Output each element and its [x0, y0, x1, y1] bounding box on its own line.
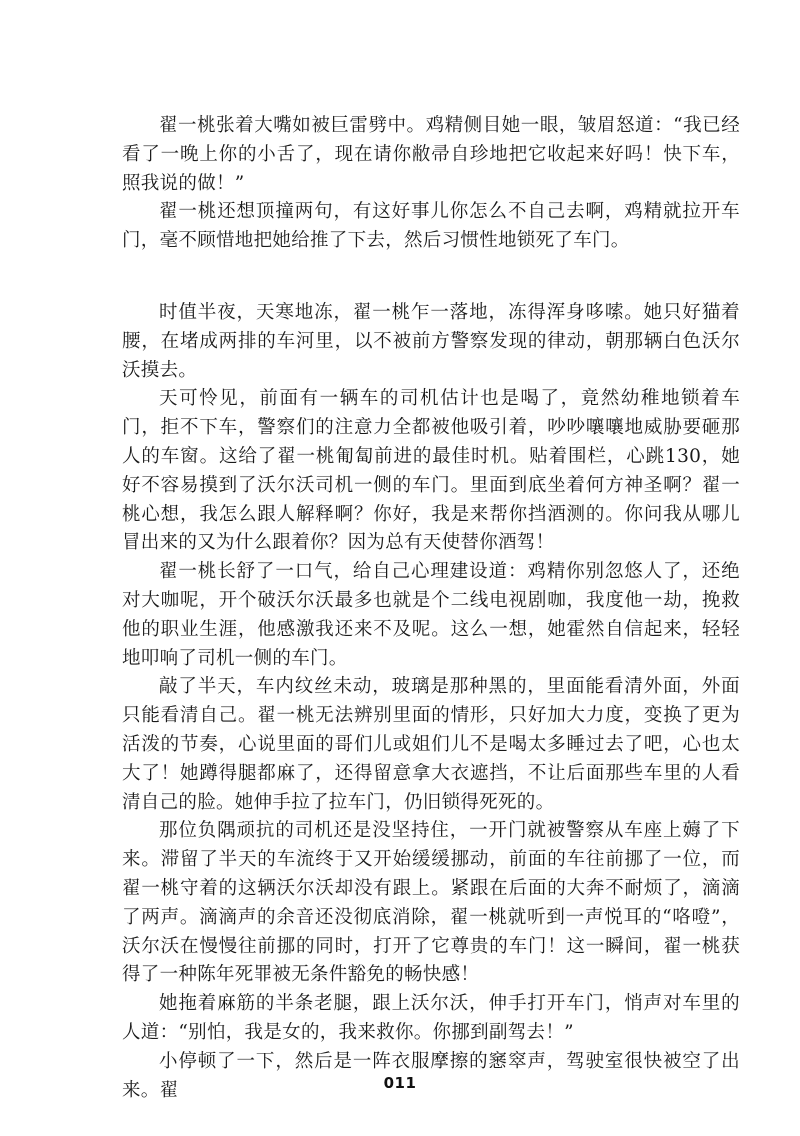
page-number: 011 [383, 1074, 417, 1092]
paragraph: 时值半夜，天寒地冻，翟一桃乍一落地，冻得浑身哆嗦。她只好猫着腰，在堵成两排的车河里，以不被前方警察发现的律动，朝那辆白色沃尔沃摸去。 [122, 301, 740, 381]
paragraph: 敲了半天，车内纹丝未动，玻璃是那种黑的，里面能看清外面，外面只能看清自己。翟一桃无法辨别里面的情形，只好加大力度，变换了更为活泼的节奏，心说里面的哥们儿或姐们儿不是喝太多睡过去了吧，心也太大了！她蹲得腿都麻了，还得留意拿大衣遮挡，不让后面那些车里的人看清自己的脸。她伸手拉了拉车门，仍旧锁得死死的。 [122, 676, 740, 813]
paragraph: 翟一桃还想顶撞两句，有这好事儿你怎么不自己去啊，鸡精就拉开车门，毫不顾惜地把她给推了下去，然后习惯性地锁死了车门。 [122, 201, 740, 252]
body-text [122, 112, 740, 1105]
paragraph: 她拖着麻筋的半条老腿，跟上沃尔沃，伸手打开车门，悄声对车里的人道：“别怕，我是女的，我来救你。你挪到副驾去！” [122, 993, 740, 1043]
paragraph: 小停顿了一下，然后是一阵衣服摩擦的窸窣声，驾驶室很快被空了出来。翟 [122, 1050, 740, 1101]
paragraph: 天可怜见，前面有一辆车的司机估计也是喝了，竟然幼稚地锁着车门，拒不下车，警察们的注意力全都被他吸引着，吵吵嚷嚷地威胁要砸那人的车窗。这给了翟一桃匍匐前进的最佳时机。贴着围栏，心跳130，她好不容易摸到了沃尔沃司机一侧的车门。里面到底坐着何方神圣啊？翟一桃心想，我怎么跟人解释啊？你好，我是来帮你挡酒测的。你问我从哪儿冒出来的又为什么跟着你？因为总有天使替你酒驾！ [122, 388, 740, 554]
paragraph: 那位负隅顽抗的司机还是没坚持住，一开门就被警察从车座上薅了下来。滞留了半天的车流终于又开始缓缓挪动，前面的车往前挪了一位，而翟一桃守着的这辆沃尔沃却没有跟上。紧跟在后面的大奔不耐烦了，滴滴了两声。滴滴声的余音还没彻底消除，翟一桃就听到一声悦耳的“咯噔”，沃尔沃在慢慢往前挪的同时，打开了它尊贵的车门！这一瞬间，翟一桃获得了一种陈年死罪被无条件豁免的畅快感！ [122, 820, 740, 986]
section-break [122, 256, 740, 299]
paragraph: 翟一桃张着大嘴如被巨雷劈中。鸡精侧目她一眼，皱眉怒道：“我已经看了一晚上你的小舌了，现在请你敝帚自珍地把它收起来好吗！快下车，照我说的做！” [122, 115, 740, 194]
paragraph: 翟一桃长舒了一口气，给自己心理建设道：鸡精你别忽悠人了，还绝对大咖呢，开个破沃尔沃最多也就是个二线电视剧咖，我度他一劫，挽救他的职业生涯，他感激我还来不及呢。这么一想，她霍然自信起来，轻轻地叩响了司机一侧的车门。 [122, 561, 740, 669]
